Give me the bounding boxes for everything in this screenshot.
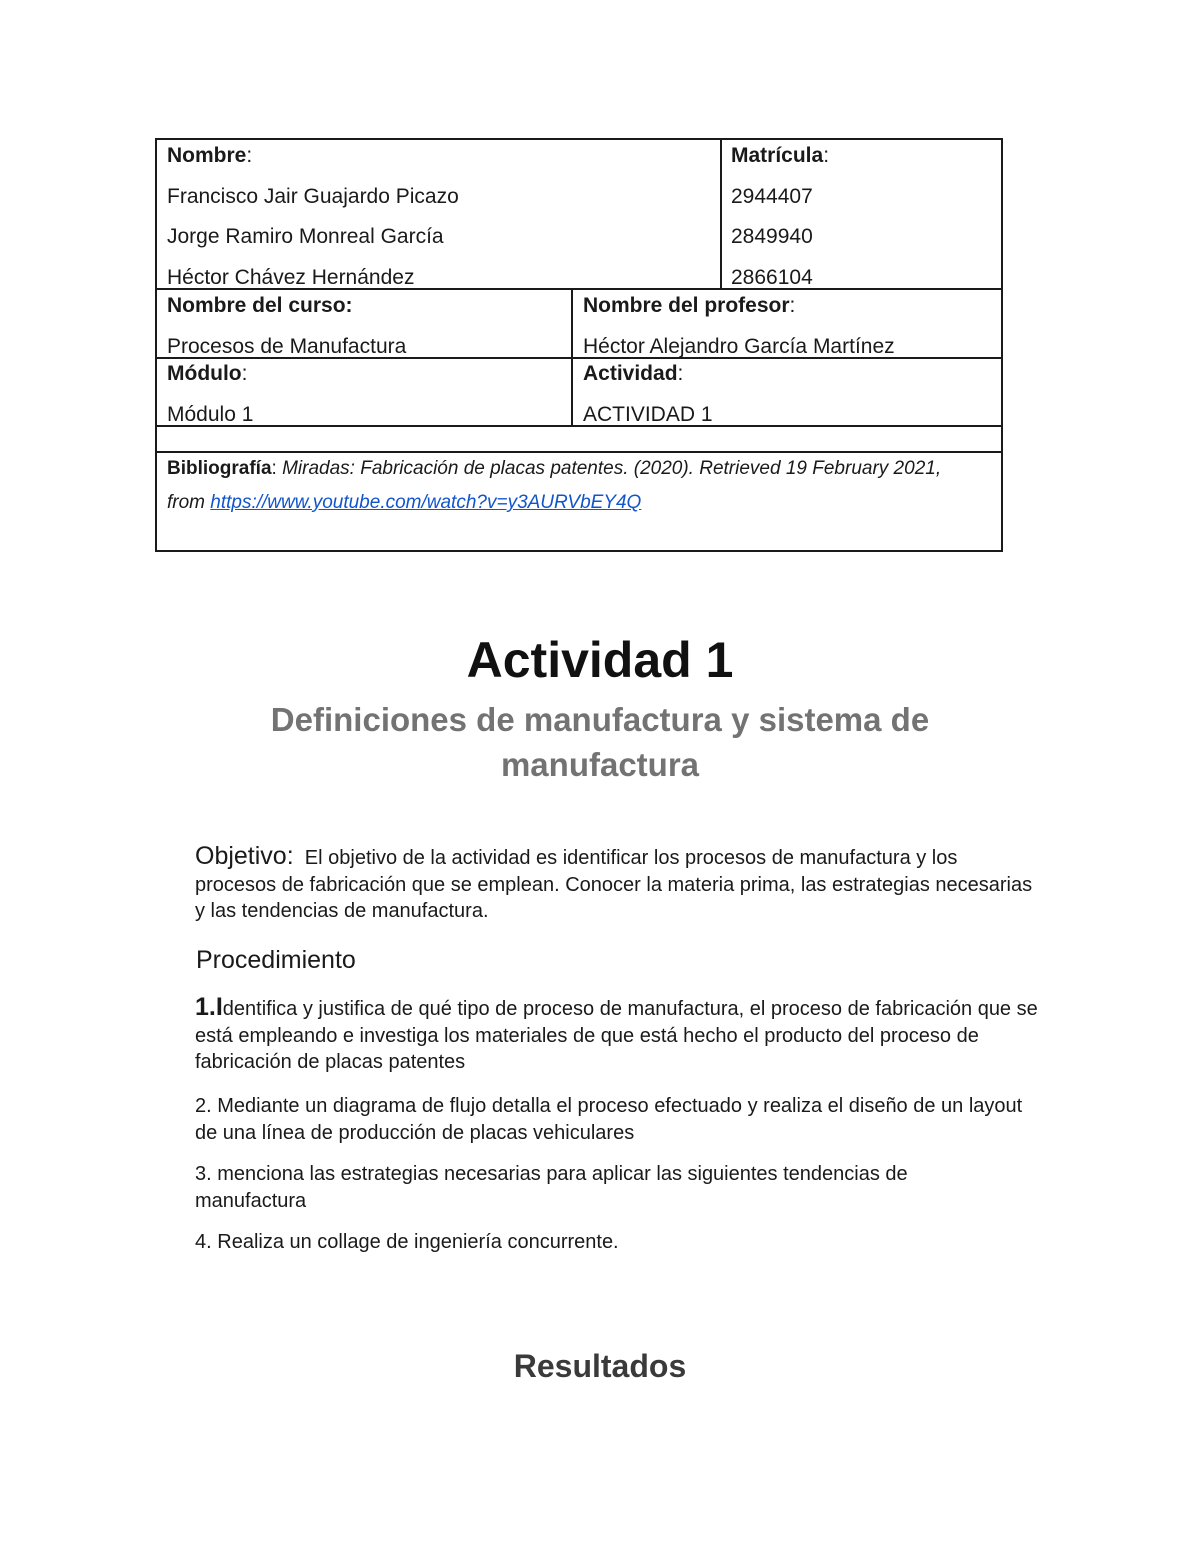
step-number: 4. (195, 1231, 212, 1253)
student-name: Héctor Chávez Hernández (167, 265, 415, 289)
table-divider (571, 288, 573, 427)
students-cell (167, 136, 717, 298)
student-id: 2866104 (731, 265, 813, 289)
step-text: Realiza un collage de ingeniería concurrente. (217, 1231, 619, 1253)
objetivo-label: Objetivo: (195, 842, 294, 870)
modulo-label: Módulo: (167, 362, 248, 385)
step-item (195, 994, 1045, 1076)
bib-link[interactable]: https://www.youtube.com/watch?v=y3AURVbEY4Q (210, 492, 642, 513)
nombre-label: Nombre: (167, 144, 253, 167)
bib-label: Bibliografía (167, 458, 272, 479)
step-item (195, 1093, 1045, 1146)
table-divider (720, 140, 722, 290)
actividad-label: Actividad: (583, 362, 684, 385)
student-id: 2849940 (731, 225, 813, 248)
step-text: Mediante un diagrama de flujo detalla el proceso efectuado y realiza el diseño de un layout de una línea de producción de placas vehiculares (195, 1095, 1023, 1144)
step-text: dentifica y justifica de qué tipo de proceso de manufactura, el proceso de fabricación que se está empleando e investiga los materiales de que está hecho el producto del proceso de fabricación de placas patentes (195, 998, 1038, 1073)
curso-label: Nombre del curso: (167, 294, 353, 317)
matricula-label: Matrícula: (731, 144, 830, 167)
actividad-value: ACTIVIDAD 1 (583, 402, 713, 426)
page-subtitle: Definiciones de manufactura y sistema de manufactura (270, 701, 930, 783)
bib-from: from (167, 492, 205, 513)
resultados-heading: Resultados (513, 1348, 687, 1384)
objetivo-paragraph (195, 843, 1035, 925)
procedimiento-heading: Procedimiento (196, 946, 356, 974)
step-number: 2. (195, 1095, 212, 1117)
ids-cell (731, 136, 991, 298)
info-table (155, 138, 1003, 552)
profesor-label: Nombre del profesor: (583, 294, 796, 317)
profesor-value: Héctor Alejandro García Martínez (583, 334, 895, 358)
curso-value: Procesos de Manufactura (167, 334, 407, 358)
modulo-value: Módulo 1 (167, 402, 254, 426)
page-title: Actividad 1 (466, 632, 734, 688)
student-name: Francisco Jair Guajardo Picazo (167, 184, 459, 208)
step-number: 3. (195, 1163, 212, 1185)
step-number: 1.I (195, 993, 223, 1021)
step-text: menciona las estrategias necesarias para aplicar las siguientes tendencias de manufactura (195, 1163, 908, 1212)
student-id: 2944407 (731, 184, 813, 208)
objetivo-text: El objetivo de la actividad es identificar los procesos de manufactura y los procesos de fabricación que se emplean. Conocer la materia prima, las estrategias necesarias y las tendencias de manufactura. (195, 847, 1033, 922)
modulo-cell (167, 354, 567, 435)
step-item (195, 1229, 1045, 1256)
step-item (195, 1161, 995, 1214)
student-name: Jorge Ramiro Monreal García (167, 225, 444, 248)
actividad-cell (583, 354, 993, 435)
bibliography: Bibliografía: Miradas: Fabricación de placas patentes. (2020). Retrieved 19 February 2021, from https://www.youtube.com/watch?v=y3AURVbEY4Q (167, 458, 942, 513)
bib-text: Miradas: Fabricación de placas patentes. (2020). Retrieved 19 February 2021, (282, 458, 942, 479)
